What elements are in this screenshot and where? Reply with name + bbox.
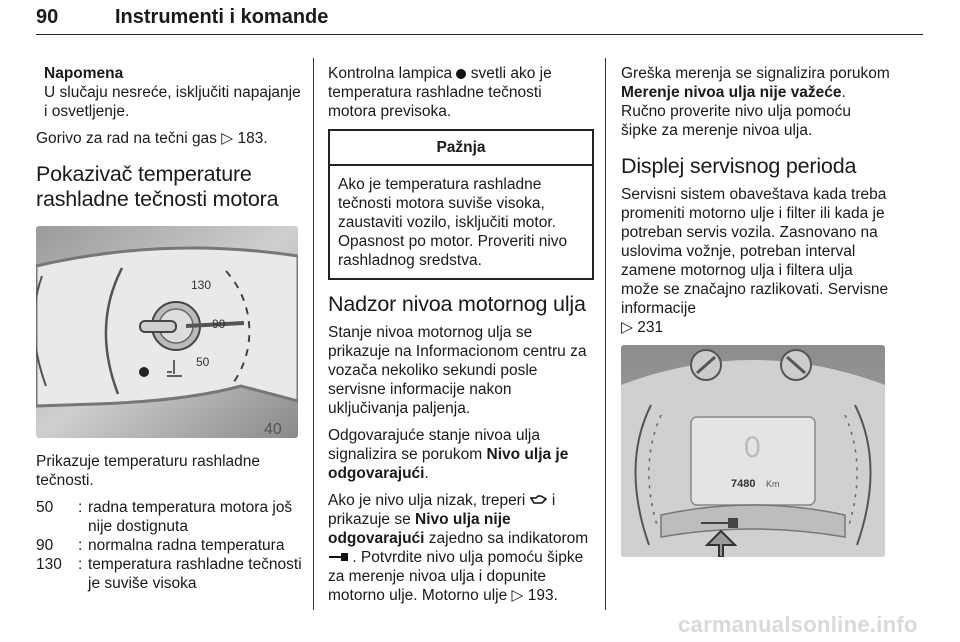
warning-lamp-icon	[139, 367, 149, 377]
oil-paragraph-2: Odgovarajuće stanje nivoa ulja signalizira se porukom Nivo ulja je odgovarajući.	[328, 427, 569, 482]
fuel-paragraph: Gorivo za rad na tečni gas ▷ 183.	[36, 130, 268, 147]
temperature-list-key: 130	[36, 556, 62, 573]
display-speed-digit: 0	[744, 431, 761, 464]
page-number: 90	[36, 6, 59, 28]
temperature-list	[36, 498, 302, 593]
temperature-list-sep: :	[78, 537, 83, 554]
instrument-cluster-image	[621, 345, 885, 557]
warning-text: Ako je temperatura rashladne tečnosti motora suviše visoka, zaustaviti vozilo, isključiti motor. Opasnost po motor. Proveriti nivo rashladnog sredstva.	[338, 176, 568, 269]
corner-label: 40	[264, 421, 282, 438]
page-reference-link[interactable]: 183.	[237, 130, 268, 147]
lamp-paragraph: Kontrolna lampica svetli ako je temperatura rashladne tečnosti motora previsoka.	[328, 65, 552, 120]
section-title-oil-level: Nadzor nivoa motornog ulja	[328, 292, 586, 316]
measurement-error-paragraph: Greška merenja se signalizira porukom Merenje nivoa ulja nije važeće. Ručno proverite nivo ulja pomoću šipke za merenje nivoa ulja.	[621, 65, 890, 139]
header-rule	[36, 34, 923, 35]
column-divider-2	[605, 58, 606, 610]
gauge-tick-90: 90	[212, 317, 226, 331]
ref-arrow-icon: ▷	[621, 319, 633, 336]
warning-box	[328, 129, 594, 280]
column-2	[328, 64, 594, 613]
page-header-title: Instrumenti i komande	[115, 6, 329, 28]
column-1	[36, 64, 302, 593]
odometer-unit: Km	[766, 479, 780, 489]
coolant-lamp-icon	[456, 69, 466, 79]
temperature-list-value: normalna radna temperatura	[88, 537, 285, 554]
coolant-gauge-image	[36, 226, 298, 438]
temperature-list-sep: :	[78, 499, 83, 516]
page-reference-link[interactable]: 231	[637, 319, 664, 336]
column-divider-1	[313, 58, 314, 610]
page-reference-link[interactable]: 193.	[527, 587, 558, 604]
service-paragraph: Servisni sistem obaveštava kada treba promeniti motorno ulje i filter ili kada je potreban servis vozila. Zasnovano na uslovima vožnje, potreban interval zamene motornog ulja i filtera ulja može se značajno razlikovati. Servisne informacije ▷ 231	[621, 186, 889, 336]
temperature-list-value: temperatura rashladne tečnosti je suviše visoka	[88, 556, 302, 592]
gauge-tick-50: 50	[196, 355, 210, 369]
ref-arrow-icon: ▷	[511, 587, 524, 604]
gauge-tick-130: 130	[191, 278, 212, 292]
section-title-coolant: Pokazivač temperature rashladne tečnosti motora	[36, 162, 279, 211]
temperature-list-key: 90	[36, 537, 54, 554]
watermark: carmanualsonline.info	[678, 612, 918, 637]
oil-paragraph-1: Stanje nivoa motornog ulja se prikazuje na Informacionom centru za vozača nekoliko sekundi posle servisne informacije nakon uključivanja paljenja.	[328, 324, 587, 417]
temperature-list-key: 50	[36, 499, 54, 516]
oil-can-icon	[530, 492, 552, 509]
note-text: U slučaju nesreće, isključiti napajanje i osvetljenje.	[44, 84, 301, 120]
warning-heading: Pažnja	[330, 131, 592, 166]
column-3	[621, 64, 891, 557]
oil-paragraph-3: Ako je nivo ulja nizak, treperi i prikazuje se Nivo ulja nije odgovarajući zajedno sa indikatorom . Potvrdite nivo ulja pomoću šipke za merenje nivoa ulja i dopunite motorno ulje. Motorno ulje ▷ 193.	[328, 492, 589, 604]
dipstick-icon	[328, 549, 352, 566]
note-heading: Napomena	[44, 65, 124, 82]
odometer-value: 7480	[731, 478, 756, 490]
section-title-service-display: Displej servisnog perioda	[621, 154, 857, 178]
temperature-list-value: radna temperatura motora još nije dostignuta	[88, 499, 293, 535]
ref-arrow-icon: ▷	[221, 130, 234, 147]
gauge-caption: Prikazuje temperaturu rashladne tečnosti.	[36, 453, 261, 489]
temperature-list-sep: :	[78, 556, 83, 573]
